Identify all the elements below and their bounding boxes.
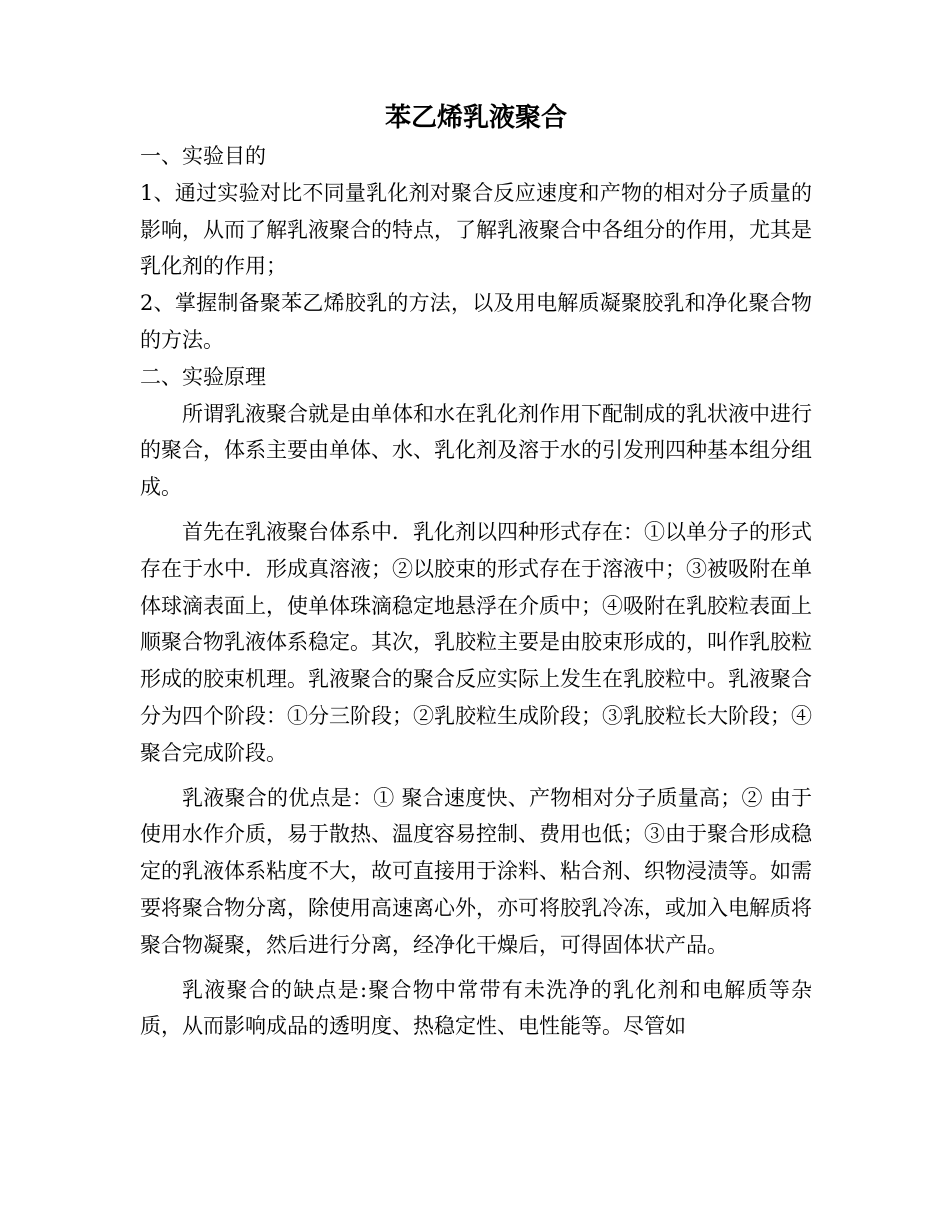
document-title: 苯乙烯乳液聚合 [384, 103, 567, 133]
principle-paragraph-mechanism: 首先在乳液聚台体系中．乳化剂以四种形式存在：①以单分子的形式存在于水中．形成真溶液；②以胶束的形式存在于溶液中；③被吸附在单体球滴表面上，使单体珠滴稳定地悬浮在介质中；④吸附在乳胶粒表面上顺聚合物乳液体系稳定。其次，乳胶粒主要是由胶束形成的，叫作乳胶粒形成的胶束机理。乳液聚合的聚合反应实际上发生在乳胶粒中。乳液聚合分为四个阶段：①分三阶段；②乳胶粒生成阶段；③乳胶粒长大阶段；④聚合完成阶段。 [140, 519, 812, 765]
purpose-item-2: 2、掌握制备聚苯乙烯胶乳的方法，以及用电解质凝聚胶乳和净化聚合物的方法。 [140, 291, 812, 352]
section-heading-principle: 二、实验原理 [140, 364, 266, 389]
principle-paragraph-disadvantages: 乳液聚合的缺点是:聚合物中常带有未洗净的乳化剂和电解质等杂质，从而影响成品的透明度、热稳定性、电性能等。尽管如 [140, 977, 812, 1039]
purpose-item-1: 1、通过实验对比不同量乳化剂对聚合反应速度和产物的相对分子质量的影响，从而了解乳液聚合的特点，了解乳液聚合中各组分的作用，尤其是乳化剂的作用； [140, 180, 812, 279]
document-body [140, 98, 812, 1045]
section-heading-purpose: 一、实验目的 [140, 144, 266, 168]
principle-paragraph-advantages: 乳液聚合的优点是：① 聚合速度快、产物相对分子质量高；② 由于使用水作介质，易于散热、温度容易控制、费用也低；③由于聚合形成稳定的乳液体系粘度不大，故可直接用于涂料、粘合剂、织物浸渍等。如需要将聚合物分离，除使用高速离心外，亦可将胶乳冷冻，或加入电解质将聚合物凝聚，然后进行分离，经净化干燥后，可得固体状产品。 [140, 785, 812, 957]
principle-paragraph-definition: 所谓乳液聚合就是由单体和水在乳化剂作用下配制成的乳状液中进行的聚合，体系主要由单体、水、乳化剂及溶于水的引发刑四种基本组分组成。 [140, 401, 812, 500]
